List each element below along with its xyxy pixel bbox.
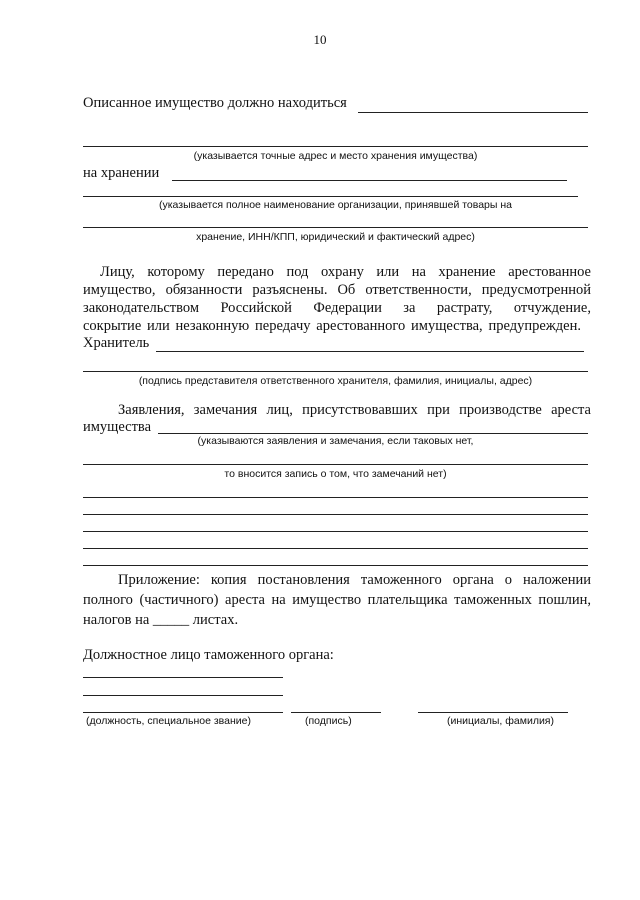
statements-line-1: Заявления, замечания лиц, присутствовавших при производстве ареста [118,402,591,418]
official-line-2[interactable] [83,695,283,696]
official-signature-note: (подпись) [305,715,352,727]
official-signature-line[interactable] [291,712,381,713]
storage-location-note: (указывается точные адрес и место хранения имущества) [193,150,478,162]
custody-line-2[interactable] [83,196,578,197]
keeper-label: Хранитель [83,335,150,351]
official-label: Должностное лицо таможенного органа: [83,647,334,663]
storage-location-label: Описанное имущество должно находиться [83,95,347,111]
statements-line[interactable] [158,433,588,434]
responsibility-line-1: Лицу, которому передано под охрану или на хранение арестованное [100,264,591,280]
appendix-line-3: налогов на _____ листах. [83,612,239,628]
custody-line-3[interactable] [83,227,588,228]
statements-blank-line-1[interactable] [83,497,588,498]
statements-note-2: то вносится запись о том, что замечаний нет) [224,468,447,480]
statements-line-2-field[interactable] [83,464,588,465]
statements-line-2: имущества [83,419,152,435]
official-position-line[interactable] [83,712,283,713]
responsibility-line-3: законодательством Российской Федерации за растрату, отчуждение, [83,300,591,316]
official-position-note: (должность, специальное звание) [86,715,251,727]
keeper-note: (подпись представителя ответственного хранителя, фамилия, инициалы, адрес) [138,375,533,387]
appendix-line-2: полного (частичного) ареста на имущество плательщика таможенных пошлин, [83,592,591,608]
custody-line[interactable] [172,180,567,181]
custody-label: на хранении [83,165,160,181]
keeper-line-2[interactable] [83,371,588,372]
statements-blank-line-5[interactable] [83,565,588,566]
custody-note-1: (указывается полное наименование организации, принявшей товары на [158,199,512,211]
responsibility-line-2: имущество, обязанности разъяснены. Об ответственности, предусмотренной [83,282,591,298]
page-number: 10 [313,32,327,47]
official-name-line[interactable] [418,712,568,713]
official-name-note: (инициалы, фамилия) [447,715,554,727]
responsibility-line-4: сокрытие или незаконную передачу арестованного имущества, предупрежден. [83,318,581,334]
statements-blank-line-2[interactable] [83,514,588,515]
storage-location-line-2[interactable] [83,146,588,147]
appendix-line-1: Приложение: копия постановления таможенного органа о наложении [118,572,591,588]
statements-blank-line-4[interactable] [83,548,588,549]
statements-blank-line-3[interactable] [83,531,588,532]
keeper-line[interactable] [156,351,584,352]
official-line-1[interactable] [83,677,283,678]
storage-location-line[interactable] [358,112,588,113]
custody-note-2: хранение, ИНН/КПП, юридический и фактический адрес) [196,231,475,243]
statements-note-1: (указываются заявления и замечания, если таковых нет, [197,435,474,447]
